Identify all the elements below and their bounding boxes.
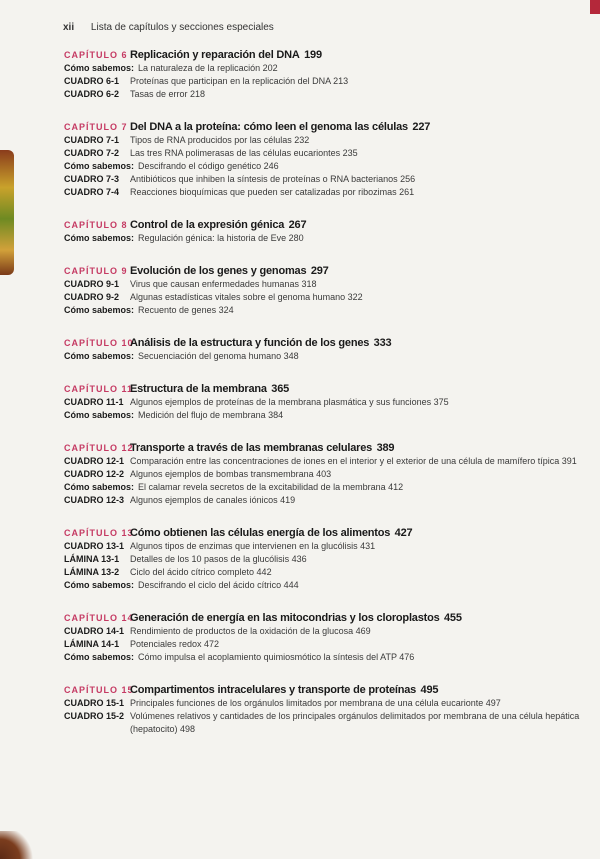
panel-entry (64, 566, 584, 579)
panel-entry (64, 134, 584, 147)
entry-label: Cómo sabemos: (64, 351, 135, 361)
panel-entry (64, 468, 584, 481)
panel-entry (64, 625, 584, 638)
panel-entry (64, 697, 584, 710)
chapter-section (64, 681, 584, 736)
chapter-title-row (64, 334, 584, 350)
entry-label: Cómo sabemos: (64, 63, 135, 73)
entry-label: CUADRO 7-2 (64, 148, 120, 158)
chapter-name: Cómo obtienen las células energía de los alimentos (130, 527, 391, 539)
entry-label: CUADRO 9-2 (64, 292, 120, 302)
page-number: xii (63, 22, 75, 33)
entry-label: LÁMINA 13-1 (64, 554, 120, 564)
corner-shadow (0, 831, 34, 859)
entry-text: Regulación génica: la historia de Eve 280 (138, 233, 304, 243)
entry-label: LÁMINA 13-2 (64, 567, 120, 577)
entry-text: La naturaleza de la replicación 202 (138, 63, 278, 73)
chapter-label: CAPÍTULO 15 (64, 685, 134, 695)
entry-label: CUADRO 15-1 (64, 698, 125, 708)
entry-label: CUADRO 12-2 (64, 469, 125, 479)
entry-label: CUADRO 14-1 (64, 626, 125, 636)
panel-entry (64, 147, 584, 160)
chapter-section (64, 439, 584, 507)
panel-entry (64, 494, 584, 507)
entry-text: Reacciones bioquímicas que pueden ser catalizadas por ribozimas 261 (130, 187, 415, 197)
chapter-name: Control de la expresión génica (130, 219, 285, 231)
chapter-section (64, 524, 584, 592)
page-header (63, 22, 274, 33)
entry-text: Descifrando el ciclo del ácido cítrico 444 (138, 580, 299, 590)
chapter-label: CAPÍTULO 7 (64, 122, 128, 132)
how-we-know-entry (64, 62, 584, 75)
entry-text: El calamar revela secretos de la excitabilidad de la membrana 412 (138, 482, 404, 492)
chapter-name: Análisis de la estructura y función de los genes (130, 337, 370, 349)
how-we-know-entry (64, 409, 584, 422)
entry-text: Proteínas que participan en la replicación del DNA 213 (130, 76, 349, 86)
how-we-know-entry (64, 481, 584, 494)
entry-label: Cómo sabemos: (64, 161, 135, 171)
chapter-section (64, 334, 584, 363)
entry-label: CUADRO 13-1 (64, 541, 125, 551)
entry-label: CUADRO 6-2 (64, 89, 120, 99)
entry-label: CUADRO 12-1 (64, 456, 125, 466)
chapter-section (64, 46, 584, 101)
entry-text: Tipos de RNA producidos por las células 232 (130, 135, 310, 145)
entry-label: CUADRO 7-3 (64, 174, 120, 184)
chapter-page: 427 (394, 527, 413, 539)
entry-text: Cómo impulsa el acoplamiento quimiosmótico la síntesis del ATP 476 (138, 652, 415, 662)
chapter-title-row (64, 216, 584, 232)
chapter-title-row (64, 609, 584, 625)
chapter-title-row (64, 380, 584, 396)
entry-text: Antibióticos que inhiben la síntesis de proteínas o RNA bacterianos 256 (130, 174, 416, 184)
chapter-title-row (64, 524, 584, 540)
entry-text: Recuento de genes 324 (138, 305, 234, 315)
entry-label: CUADRO 9-1 (64, 279, 120, 289)
panel-entry (64, 75, 584, 88)
chapter-title-row (64, 439, 584, 455)
panel-entry (64, 710, 584, 736)
panel-entry (64, 173, 584, 186)
entry-label: Cómo sabemos: (64, 580, 135, 590)
entry-label: CUADRO 15-2 (64, 711, 125, 721)
page-edge-decoration (0, 150, 14, 275)
panel-entry (64, 553, 584, 566)
how-we-know-entry (64, 579, 584, 592)
entry-text: Algunos tipos de enzimas que intervienen en la glucólisis 431 (130, 541, 376, 551)
chapter-page: 365 (271, 383, 290, 395)
chapter-title-row (64, 46, 584, 62)
chapter-section (64, 609, 584, 664)
chapter-title-row (64, 118, 584, 134)
entry-label: Cómo sabemos: (64, 410, 135, 420)
entry-label: CUADRO 11-1 (64, 397, 124, 407)
entry-label: LÁMINA 14-1 (64, 639, 120, 649)
entry-text: Algunos ejemplos de bombas transmembrana 403 (130, 469, 332, 479)
entry-text: Rendimiento de productos de la oxidación de la glucosa 469 (130, 626, 371, 636)
chapter-title-row (64, 681, 584, 697)
entry-label: CUADRO 7-4 (64, 187, 120, 197)
entry-text: Virus que causan enfermedades humanas 318 (130, 279, 317, 289)
how-we-know-entry (64, 651, 584, 664)
chapter-section (64, 262, 584, 317)
chapter-label: CAPÍTULO 11 (64, 384, 134, 394)
chapter-label: CAPÍTULO 14 (64, 613, 134, 623)
how-we-know-entry (64, 232, 584, 245)
chapter-page: 199 (304, 49, 322, 61)
chapter-name: Generación de energía en las mitocondrias y los cloroplastos (130, 612, 440, 624)
entry-text: Algunas estadísticas vitales sobre el genoma humano 322 (130, 292, 363, 302)
how-we-know-entry (64, 350, 584, 363)
panel-entry (64, 396, 584, 409)
entry-label: CUADRO 7-1 (64, 135, 120, 145)
entry-text: Algunos ejemplos de proteínas de la membrana plasmática y sus funciones 375 (130, 397, 449, 407)
panel-entry (64, 291, 584, 304)
entry-text: Secuenciación del genoma humano 348 (138, 351, 299, 361)
chapter-name: Evolución de los genes y genomas (130, 265, 307, 277)
panel-entry (64, 540, 584, 553)
chapter-page: 455 (444, 612, 462, 624)
chapter-page: 227 (412, 121, 431, 133)
chapter-name: Transporte a través de las membranas celulares (130, 442, 373, 454)
entry-text: Medición del flujo de membrana 384 (138, 410, 284, 420)
entry-text: Tasas de error 218 (130, 89, 206, 99)
chapter-label: CAPÍTULO 9 (64, 266, 128, 276)
entry-text: Comparación entre las concentraciones de iones en el interior y el exterior de una célula de mamífero típica 391 (130, 456, 577, 466)
chapter-page: 389 (376, 442, 395, 454)
entry-text: Principales funciones de los orgánulos limitados por membrana de una célula eucarionte 497 (130, 698, 501, 708)
entry-label: CUADRO 6-1 (64, 76, 120, 86)
chapter-title-row (64, 262, 584, 278)
panel-entry (64, 278, 584, 291)
chapter-name: Compartimentos intracelulares y transporte de proteínas (130, 684, 417, 696)
chapter-label: CAPÍTULO 10 (64, 338, 134, 348)
entry-label: Cómo sabemos: (64, 652, 135, 662)
entry-text: Ciclo del ácido cítrico completo 442 (130, 567, 272, 577)
chapter-name: Estructura de la membrana (130, 383, 267, 395)
chapter-name: Del DNA a la proteína: cómo leen el genoma las células (130, 121, 408, 133)
entry-label: Cómo sabemos: (64, 233, 135, 243)
entry-text: Algunos ejemplos de canales iónicos 419 (130, 495, 296, 505)
chapter-section (64, 216, 584, 245)
running-title: Lista de capítulos y secciones especiales (90, 22, 274, 33)
chapter-section (64, 380, 584, 422)
corner-mark (590, 0, 600, 14)
chapter-section (64, 118, 584, 199)
chapter-page: 333 (373, 337, 392, 349)
entry-text: Potenciales redox 472 (130, 639, 220, 649)
panel-entry (64, 638, 584, 651)
entry-label: Cómo sabemos: (64, 305, 135, 315)
entry-text: Descifrando el código genético 246 (138, 161, 279, 171)
chapter-name: Replicación y reparación del DNA (130, 49, 300, 61)
chapter-label: CAPÍTULO 13 (64, 528, 134, 538)
panel-entry (64, 186, 584, 199)
chapter-page: 495 (420, 684, 439, 696)
entry-text: Volúmenes relativos y cantidades de los principales orgánulos delimitados por membrana de una célula hepática (hepatocito) 498 (130, 711, 580, 734)
entry-label: CUADRO 12-3 (64, 495, 125, 505)
chapter-page: 297 (310, 265, 329, 277)
panel-entry (64, 455, 584, 468)
chapter-label: CAPÍTULO 12 (64, 443, 134, 453)
chapter-page: 267 (288, 219, 307, 231)
entry-text: Las tres RNA polimerasas de las células eucariontes 235 (130, 148, 358, 158)
entry-label: Cómo sabemos: (64, 482, 135, 492)
how-we-know-entry (64, 304, 584, 317)
toc-list (64, 46, 584, 753)
entry-text: Detalles de los 10 pasos de la glucólisis 436 (130, 554, 307, 564)
chapter-label: CAPÍTULO 6 (64, 50, 128, 60)
panel-entry (64, 88, 584, 101)
chapter-label: CAPÍTULO 8 (64, 220, 128, 230)
how-we-know-entry (64, 160, 584, 173)
